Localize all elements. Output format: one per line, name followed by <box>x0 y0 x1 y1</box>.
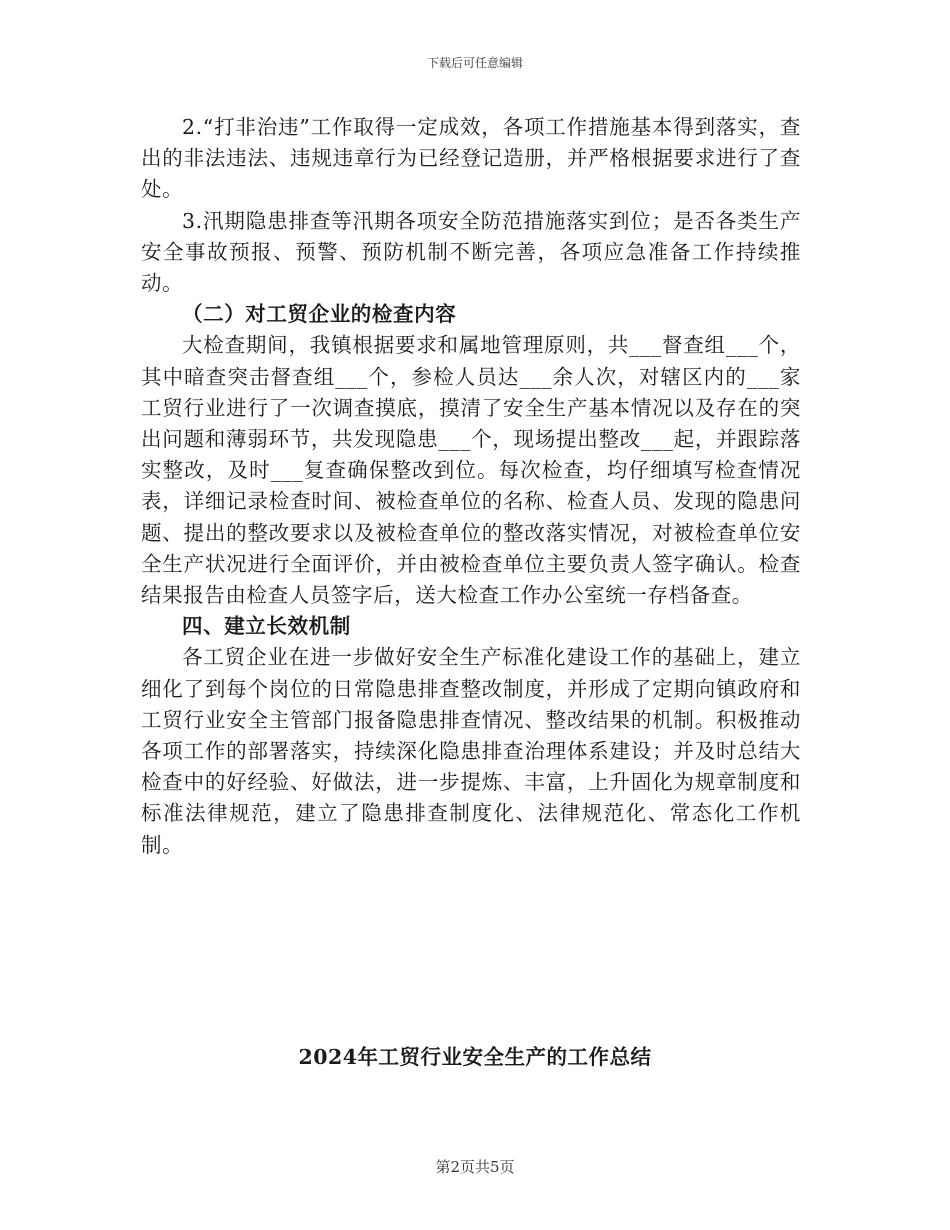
paragraph: 3.汛期隐患排查等汛期各项安全防范措施落实到位；是否各类生产安全事故预报、预警、预防机制不断完善，各项应急准备工作持续推动。 <box>141 208 801 296</box>
document-body <box>141 112 801 861</box>
section-heading: （二）对工贸企业的检查内容 <box>182 302 457 327</box>
paragraph: 2.“打非治违”工作取得一定成效，各项工作措施基本得到落实，查出的非法违法、违规违章行为已经登记造册，并严格根据要求进行了查处。 <box>141 115 801 202</box>
page-header-note: 下载后可任意编辑 <box>426 56 523 70</box>
paragraph: 各工贸企业在进一步做好安全生产标准化建设工作的基础上，建立细化了到每个岗位的日常隐患排查整改制度，并形成了定期向镇政府和工贸行业安全主管部门报备隐患排查情况、整改结果的机制。积极推动各项工作的部署落实，持续深化隐患排查治理体系建设；并及时总结大检查中的好经验、好做法，进一步提炼、丰富，上升固化为规章制度和标准法律规范，建立了隐患排查制度化、法律规范化、常态化工作机制。 <box>141 645 801 857</box>
page-number: 第2页共5页 <box>435 1158 515 1176</box>
section-heading: 四、建立长效机制 <box>182 614 351 639</box>
document-title: 2024年工贸行业安全生产的工作总结 <box>298 1045 652 1069</box>
paragraph: 大检查期间，我镇根据要求和属地管理原则，共___督查组___个，其中暗查突击督查组___个，参检人员达___余人次，对辖区内的___家工贸行业进行了一次调查摸底，摸清了安全生产基本情况以及存在的突出问题和薄弱环节，共发现隐患___个，现场提出整改___起，并跟踪落实整改，及时___复查确保整改到位。每次检查，均仔细填写检查情况表，详细记录检查时间、被检查单位的名称、检查人员、发现的隐患问题、提出的整改要求以及被检查单位的整改落实情况，对被检查单位安全生产状况进行全面评价，并由被检查单位主要负责人签字确认。检查结果报告由检查人员签字后，送大检查工作办公室统一存档备查。 <box>141 333 801 608</box>
